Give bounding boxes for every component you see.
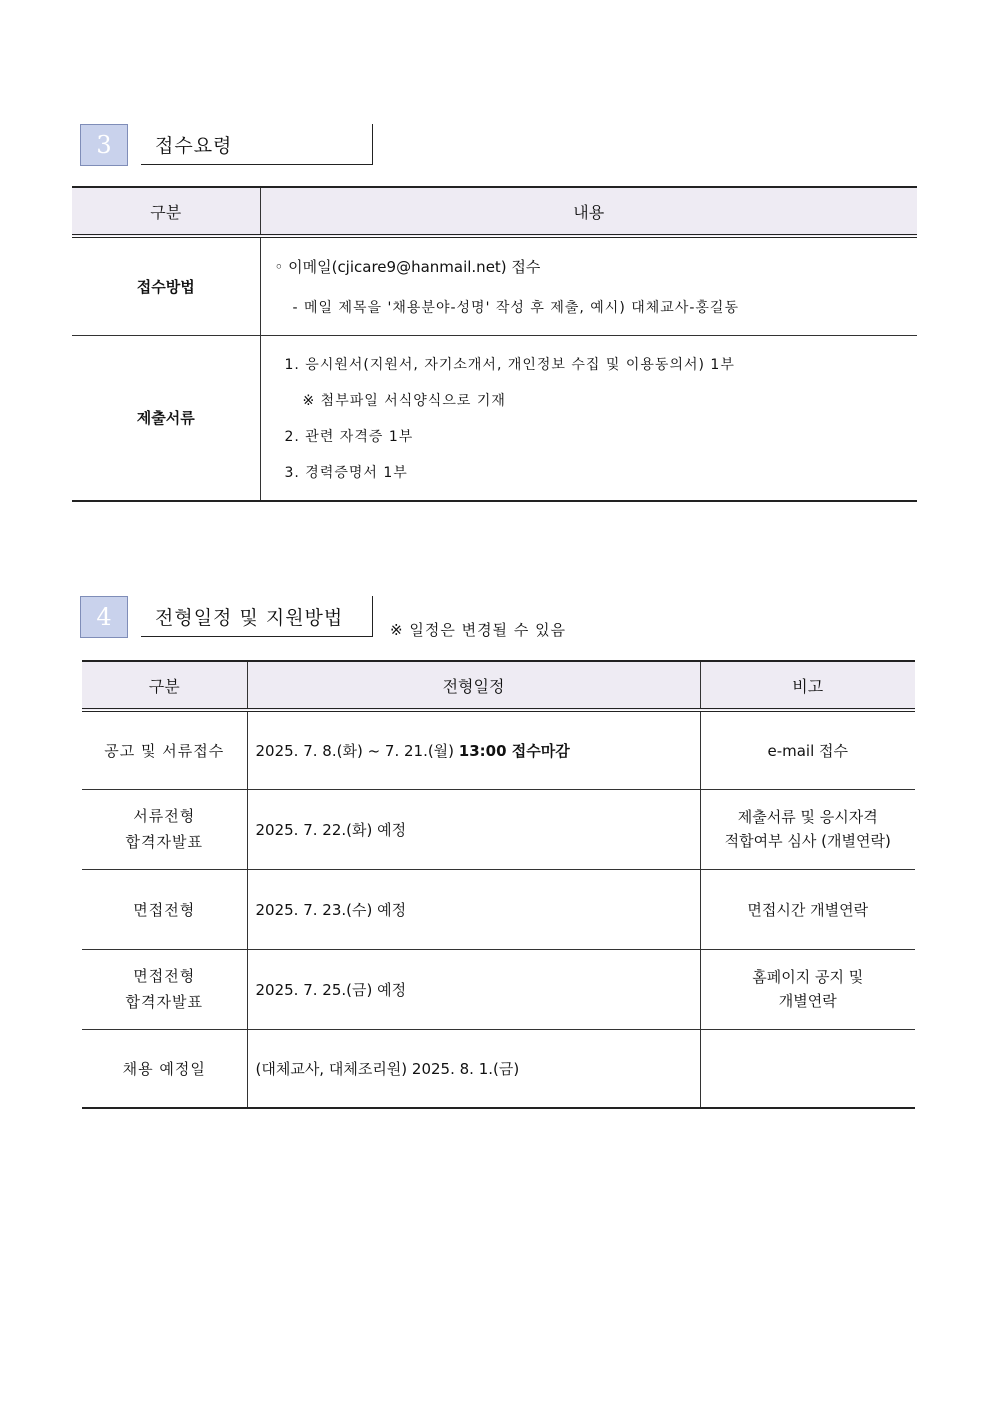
schedule-text: 2025. 7. 23.(수) 예정 — [255, 900, 407, 919]
category-text: 채용 예정일 — [122, 1059, 206, 1078]
email-instruction: - 메일 제목을 '채용분야-성명' 작성 후 제출, 예시) 대체교사-홍길동 — [292, 299, 739, 316]
category-text: 면접전형 — [133, 900, 196, 919]
category-cell — [82, 949, 247, 1029]
remark-cell — [700, 1029, 915, 1108]
category-text: 합격자발표 — [125, 833, 203, 851]
section-title: 접수요령 — [141, 124, 373, 165]
table-row — [72, 335, 917, 501]
remark-cell — [700, 789, 915, 869]
section-title: 전형일정 및 지원방법 — [141, 596, 373, 637]
schedule-table — [82, 660, 915, 1109]
row-label: 제출서류 — [72, 335, 260, 501]
schedule-cell — [247, 789, 700, 869]
header-category: 구분 — [82, 661, 247, 710]
email-line: ◦ 이메일(cjicare9@hanmail.net) 접수 — [274, 257, 541, 276]
header-schedule: 전형일정 — [247, 661, 700, 710]
remark-text: 적합여부 심사 (개별연락) — [724, 832, 891, 850]
category-cell — [82, 869, 247, 949]
remark-cell — [700, 949, 915, 1029]
schedule-note: ※ 일정은 변경될 수 있음 — [390, 621, 567, 639]
schedule-cell — [247, 710, 700, 789]
category-text: 서류전형 — [133, 807, 196, 825]
category-text: 공고 및 서류접수 — [104, 741, 225, 760]
document-item: 3. 경력증명서 1부 — [284, 464, 408, 481]
category-cell — [82, 789, 247, 869]
section-number-badge: 3 — [80, 124, 128, 166]
header-content: 내용 — [260, 187, 917, 236]
schedule-cell — [247, 949, 700, 1029]
section-3-heading — [80, 124, 373, 166]
header-category: 구분 — [72, 187, 260, 236]
reception-table — [72, 186, 917, 502]
category-cell — [82, 710, 247, 789]
document-note: ※ 첨부파일 서식양식으로 기재 — [302, 392, 506, 409]
remark-text: 면접시간 개별연락 — [747, 900, 869, 919]
document-item: 1. 응시원서(지원서, 자기소개서, 개인정보 수집 및 이용동의서) 1부 — [284, 356, 735, 373]
schedule-cell — [247, 869, 700, 949]
category-cell — [82, 1029, 247, 1108]
remark-cell — [700, 710, 915, 789]
category-text: 합격자발표 — [125, 993, 203, 1011]
schedule-text: 2025. 7. 22.(화) 예정 — [255, 820, 407, 839]
header-remark: 비고 — [700, 661, 915, 710]
remark-text: 개별연락 — [778, 992, 837, 1010]
table-row — [82, 949, 915, 1029]
remark-cell — [700, 869, 915, 949]
table-row — [82, 710, 915, 789]
remark-text: 제출서류 및 응시자격 — [737, 808, 878, 826]
remark-text: 홈페이지 공지 및 — [752, 968, 864, 986]
deadline-text: 13:00 접수마감 — [458, 741, 570, 760]
table-row — [72, 236, 917, 335]
category-text: 면접전형 — [133, 967, 196, 985]
row-content — [260, 335, 917, 501]
document-item: 2. 관련 자격증 1부 — [284, 428, 414, 445]
section-4-heading — [80, 596, 373, 638]
schedule-text: 2025. 7. 8.(화) ~ 7. 21.(월) — [255, 741, 459, 760]
table-row — [82, 869, 915, 949]
schedule-cell — [247, 1029, 700, 1108]
section-number-badge: 4 — [80, 596, 128, 638]
table-row — [82, 789, 915, 869]
row-content — [260, 236, 917, 335]
row-label: 접수방법 — [72, 236, 260, 335]
schedule-text: 2025. 7. 25.(금) 예정 — [255, 980, 407, 999]
table-row — [82, 1029, 915, 1108]
remark-text: e-mail 접수 — [767, 741, 849, 760]
schedule-text: (대체교사, 대체조리원) 2025. 8. 1.(금) — [255, 1059, 520, 1078]
